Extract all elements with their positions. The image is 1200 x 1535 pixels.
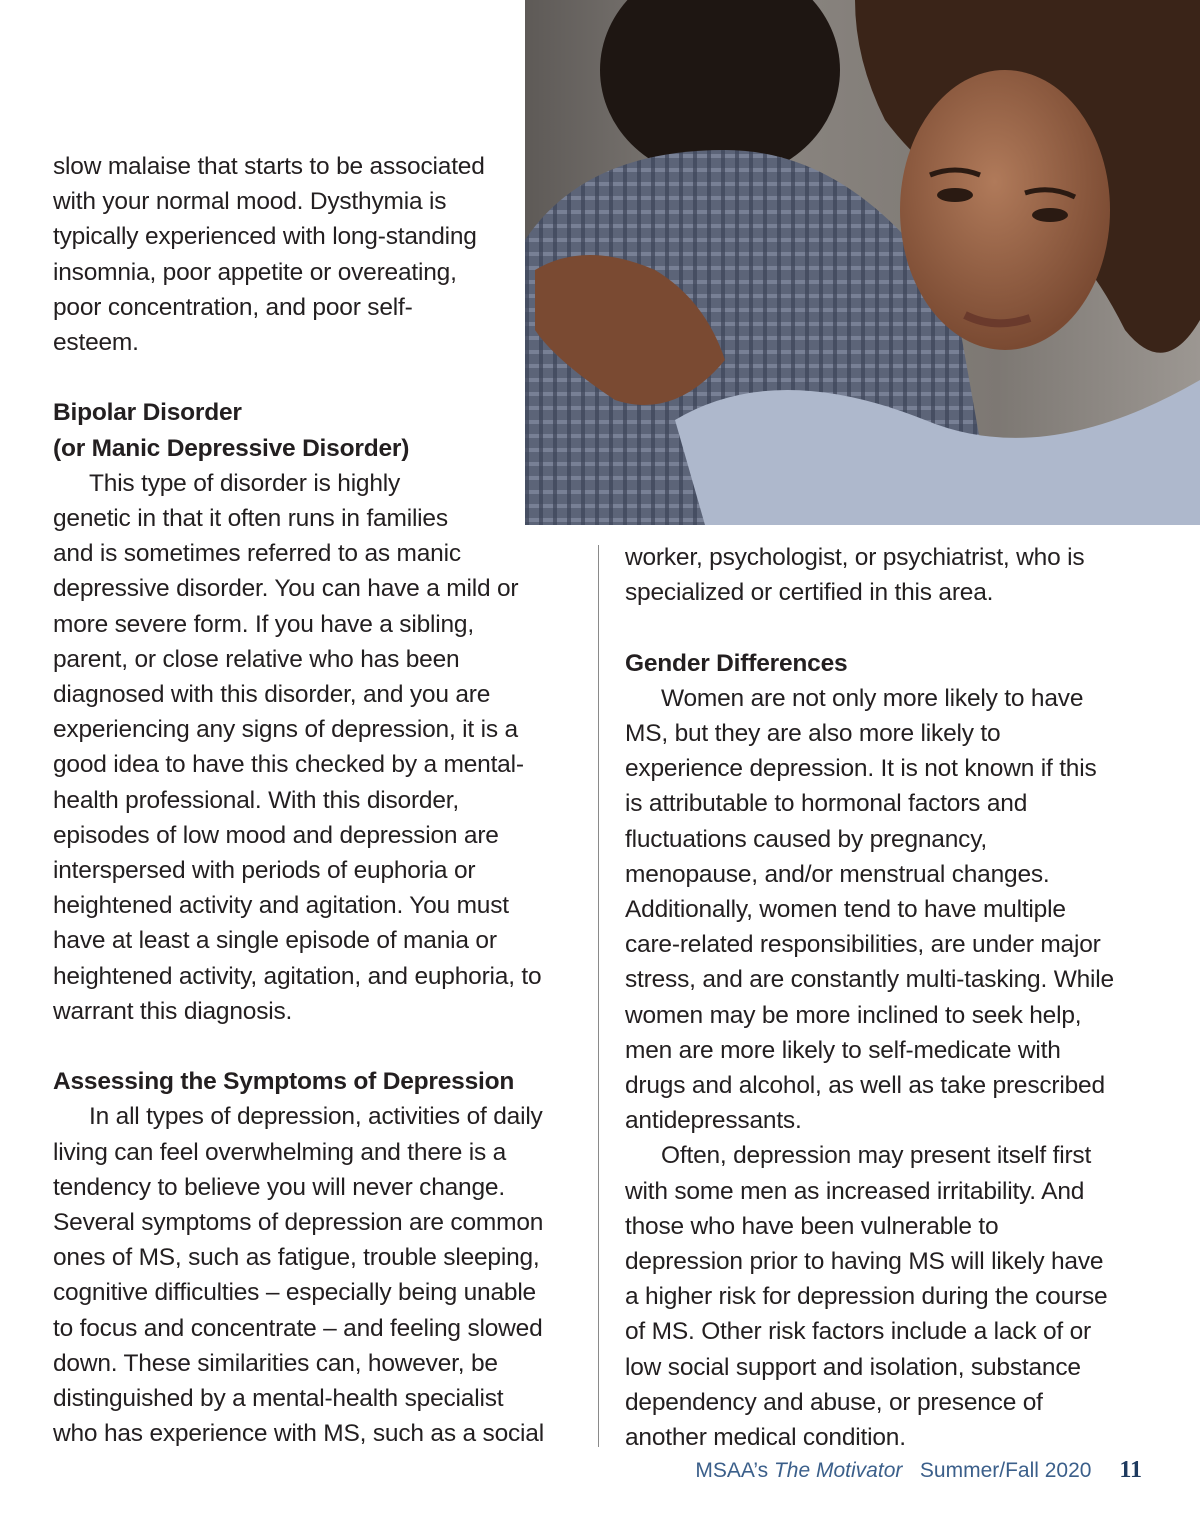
gender-paragraph-2 — [625, 1138, 1114, 1455]
text-line: parent, or close relative who has been — [53, 645, 460, 673]
footer-publication: The Motivator — [773, 1459, 903, 1482]
article-photo — [525, 0, 1200, 525]
text-line: down. These similarities can, however, be — [53, 1349, 498, 1377]
text-line: is attributable to hormonal factors and — [625, 790, 1028, 818]
text-line: poor concentration, and poor self- — [53, 293, 413, 321]
text-line: interspersed with periods of euphoria or — [53, 857, 476, 885]
text-line: In all types of depression, activities of daily — [89, 1103, 543, 1131]
text-line: slow malaise that starts to be associated — [53, 153, 485, 180]
text-line: depression prior to having MS will likely have — [625, 1248, 1104, 1276]
text-line: warrant this diagnosis. — [53, 997, 293, 1025]
text-line: Women are not only more likely to have — [661, 684, 1084, 712]
text-line: with your normal mood. Dysthymia is — [53, 188, 447, 216]
text-line: typically experienced with long-standing — [53, 223, 477, 251]
text-line: insomnia, poor appetite or overeating, — [53, 258, 457, 286]
continued-paragraph — [625, 540, 1114, 610]
spacer — [53, 360, 544, 395]
text-line: Several symptoms of depression are common — [53, 1209, 544, 1237]
text-line: experiencing any signs of depression, it is a — [53, 716, 518, 744]
page-footer — [695, 1455, 1142, 1486]
footer-publisher: MSAA’s — [695, 1459, 769, 1482]
text-line: living can feel overwhelming and there is a — [53, 1138, 507, 1166]
text-line: cognitive difficulties – especially being unable — [53, 1279, 536, 1307]
text-line: episodes of low mood and depression are — [53, 821, 499, 849]
text-line: low social support and isolation, substance — [625, 1353, 1081, 1381]
text-line: women may be more inclined to seek help, — [625, 1001, 1082, 1029]
text-line: a higher risk for depression during the course — [625, 1283, 1108, 1311]
right-column — [625, 540, 1114, 1455]
assessing-paragraph — [53, 1099, 544, 1451]
text-line: genetic in that it often runs in families — [53, 505, 448, 533]
text-line: to focus and concentrate – and feeling slowed — [53, 1314, 543, 1342]
text-line: specialized or certified in this area. — [625, 579, 994, 607]
text-line: more severe form. If you have a sibling, — [53, 610, 474, 638]
text-line: heightened activity and agitation. You must — [53, 892, 509, 920]
text-line: esteem. — [53, 329, 139, 357]
text-line: ones of MS, such as fatigue, trouble sleeping, — [53, 1244, 540, 1272]
text-line: Additionally, women tend to have multiple — [625, 896, 1066, 924]
gender-paragraph-1 — [625, 681, 1114, 1139]
text-line: Often, depression may present itself first — [661, 1142, 1092, 1170]
text-line: those who have been vulnerable to — [625, 1212, 999, 1240]
text-line: experience depression. It is not known if this — [625, 755, 1097, 783]
section-subheading-bipolar: (or Manic Depressive Disorder) — [53, 434, 410, 462]
text-line: fluctuations caused by pregnancy, — [625, 825, 988, 853]
text-line: tendency to believe you will never change. — [53, 1173, 505, 1201]
text-line: menopause, and/or menstrual changes. — [625, 860, 1050, 888]
spacer — [625, 610, 1114, 645]
section-heading-gender: Gender Differences — [625, 649, 848, 677]
text-line: drugs and alcohol, as well as take prescribed — [625, 1072, 1105, 1100]
section-heading-assessing: Assessing the Symptoms of Depression — [53, 1068, 515, 1096]
page-number: 11 — [1119, 1457, 1142, 1483]
text-line: worker, psychologist, or psychiatrist, who is — [625, 544, 1085, 571]
text-line: health professional. With this disorder, — [53, 786, 459, 814]
text-line: antidepressants. — [625, 1107, 802, 1135]
text-line: another medical condition. — [625, 1424, 906, 1452]
text-line: good idea to have this checked by a mental- — [53, 751, 524, 779]
text-line: have at least a single episode of mania or — [53, 927, 497, 955]
column-divider — [598, 545, 599, 1447]
text-line: care-related responsibilities, are under major — [625, 931, 1101, 959]
text-line: of MS. Other risk factors include a lack of or — [625, 1318, 1092, 1346]
section-heading-bipolar: Bipolar Disorder — [53, 399, 242, 427]
text-line: MS, but they are also more likely to — [625, 720, 1001, 747]
text-line: heightened activity, agitation, and euphoria, to — [53, 962, 542, 990]
text-line: depressive disorder. You can have a mild or — [53, 575, 519, 603]
hug-photo-illustration — [525, 0, 1200, 525]
intro-paragraph — [53, 149, 544, 360]
text-line: This type of disorder is highly — [89, 469, 401, 497]
text-line: men are more likely to self-medicate with — [625, 1036, 1061, 1064]
bipolar-paragraph — [53, 466, 544, 1029]
footer-issue: Summer/Fall 2020 — [919, 1459, 1092, 1482]
text-line: stress, and are constantly multi-tasking. While — [625, 966, 1114, 994]
spacer — [53, 1029, 544, 1064]
text-line: distinguished by a mental-health specialist — [53, 1385, 504, 1413]
text-line: with some men as increased irritability. And — [625, 1177, 1085, 1205]
text-line: and is sometimes referred to as manic — [53, 540, 461, 568]
left-column — [53, 149, 544, 1451]
text-line: dependency and abuse, or presence of — [625, 1388, 1043, 1416]
text-line: diagnosed with this disorder, and you are — [53, 681, 491, 709]
text-line: who has experience with MS, such as a social — [53, 1420, 544, 1448]
